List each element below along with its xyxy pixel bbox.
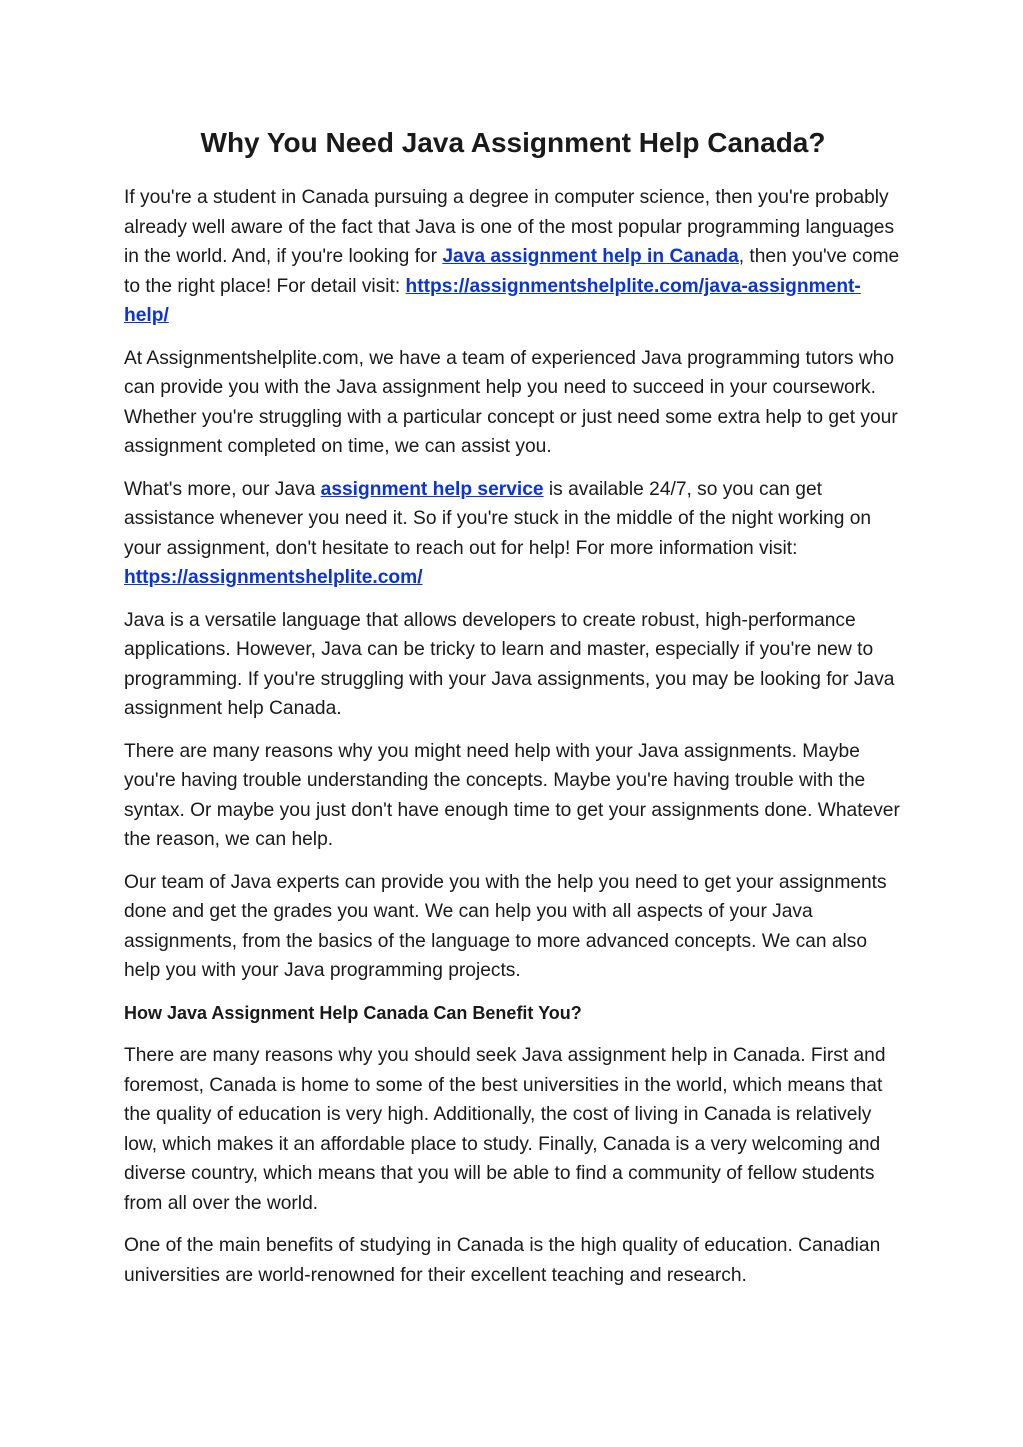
paragraph-availability-text-a: What's more, our Java xyxy=(124,478,321,500)
paragraph-education-quality: One of the main benefits of studying in Canada is the high quality of education. Canadian universities are world-renowned for their excellent teaching and research. xyxy=(124,1235,881,1286)
paragraph-team: At Assignmentshelplite.com, we have a team of experienced Java programming tutors who can provide you with the Java assignment help you need to succeed in your coursework. Whether you're struggling with a particular concept or just need some extra help to get your assignment completed on time, we can assist you. xyxy=(124,347,898,458)
section-subheading: How Java Assignment Help Canada Can Benefit You? xyxy=(124,1002,582,1023)
paragraph-experts: Our team of Java experts can provide you with the help you need to get your assignments done and get the grades you want. We can help you with all aspects of your Java assignments, from the basics of the language to more advanced concepts. We can also help you with your Java programming projects. xyxy=(124,871,887,982)
paragraph-availability-text-b: is available 24/7, so you can get assistance whenever you need it. So if you're stuck in the middle of the night working on your assignment, don't hesitate to reach out for help! For more information visit: xyxy=(124,478,872,559)
paragraph-intro-text-a: If you're a student in Canada pursuing a degree in computer science, then you're probably already well aware of the fact that Java is one of the most popular programming languages in the world. And, if you're looking for xyxy=(124,187,895,268)
java-assignment-help-canada-link[interactable]: Java assignment help in Canada xyxy=(442,246,739,268)
paragraph-benefits: There are many reasons why you should seek Java assignment help in Canada. First and foremost, Canada is home to some of the best universities in the world, which means that the quality of education is very high. Additionally, the cost of living in Canada is relatively low, which makes it an affordable place to study. Finally, Canada is a very welcoming and diverse country, which means that you will be able to find a community of fellow students from all over the world. xyxy=(124,1045,886,1214)
paragraph-java-versatile: Java is a versatile language that allows developers to create robust, high-performance applications. However, Java can be tricky to learn and master, especially if you're new to programming. If you're struggling with your Java assignments, you may be looking for Java assignment help Canada. xyxy=(124,609,895,720)
paragraph-intro-text-b: , then you've come to the right place! For detail visit: xyxy=(124,246,900,297)
paragraph-availability xyxy=(124,475,902,593)
paragraph-reasons: There are many reasons why you might need help with your Java assignments. Maybe you're having trouble understanding the concepts. Maybe you're having trouble with the syntax. Or maybe you just don't have enough time to get your assignments done. Whatever the reason, we can help. xyxy=(124,740,900,851)
assignmentshelplite-home-link[interactable]: https://assignmentshelplite.com/ xyxy=(124,567,423,589)
paragraph-intro xyxy=(124,183,902,331)
java-assignment-help-url-link[interactable]: https://assignmentshelplite.com/java-assignment-help/ xyxy=(124,275,861,327)
document-page xyxy=(124,125,902,1303)
page-title: Why You Need Java Assignment Help Canada? xyxy=(200,127,826,158)
assignment-help-service-link[interactable]: assignment help service xyxy=(320,478,544,500)
